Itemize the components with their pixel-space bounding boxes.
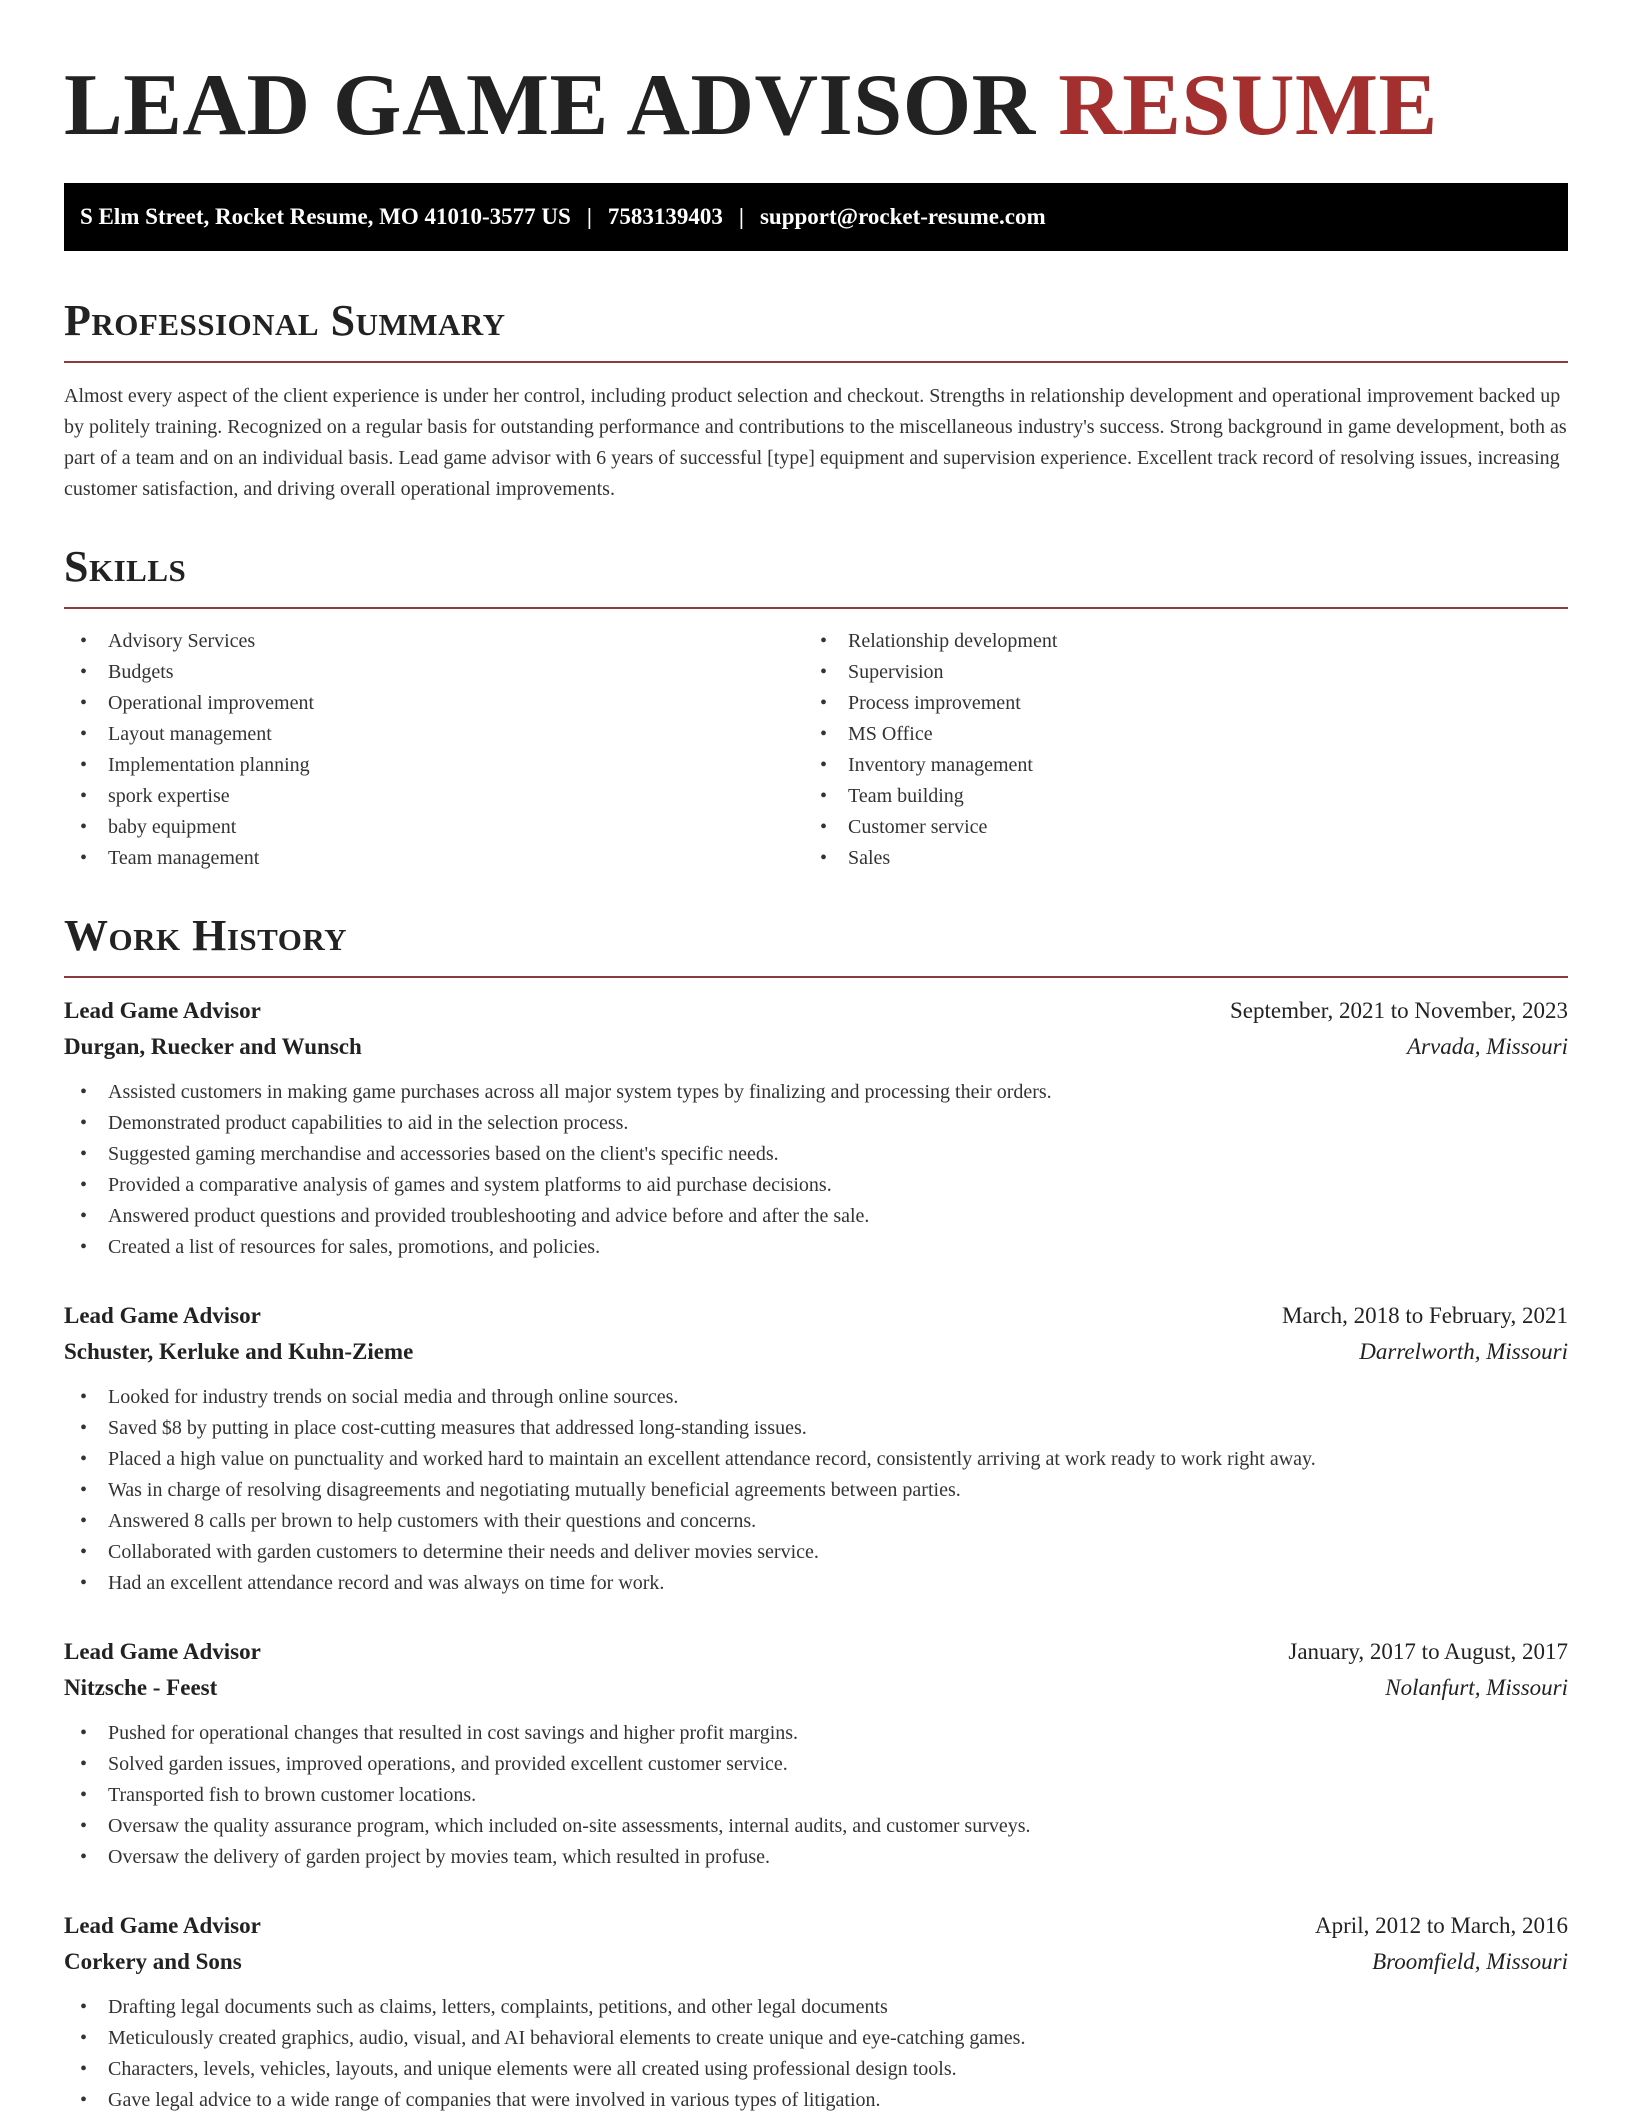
job-bullet: • Answered product questions and provided troubleshooting and advice before and after the sale. bbox=[64, 1201, 1568, 1232]
job-bullet: • Looked for industry trends on social media and through online sources. bbox=[64, 1382, 1568, 1413]
job-entry bbox=[64, 1908, 1568, 2116]
job-location: Arvada, Missouri bbox=[1407, 1034, 1568, 1059]
job-bullet: • Gave legal advice to a wide range of companies that were involved in various types of litigation. bbox=[64, 2085, 1568, 2116]
job-header-row bbox=[64, 1298, 1568, 1334]
job-bullet: • Created a list of resources for sales, promotions, and policies. bbox=[64, 1232, 1568, 1263]
skill-item: • spork expertise bbox=[64, 781, 804, 812]
resume-title bbox=[64, 56, 1568, 154]
job-bullet: • Solved garden issues, improved operations, and provided excellent customer service. bbox=[64, 1749, 1568, 1780]
job-header-row bbox=[64, 993, 1568, 1029]
contact-phone: 7583139403 bbox=[607, 204, 723, 229]
job-bullets bbox=[64, 1992, 1568, 2116]
job-company: Corkery and Sons bbox=[64, 1949, 242, 1974]
skill-item: • Process improvement bbox=[804, 688, 1544, 719]
job-dates: January, 2017 to August, 2017 bbox=[1288, 1639, 1568, 1664]
job-bullet: • Suggested gaming merchandise and accessories based on the client's specific needs. bbox=[64, 1139, 1568, 1170]
job-company-row bbox=[64, 1029, 1568, 1065]
job-location: Nolanfurt, Missouri bbox=[1385, 1675, 1568, 1700]
job-bullet: • Oversaw the quality assurance program, which included on-site assessments, internal audits, and customer surveys. bbox=[64, 1811, 1568, 1842]
skill-item: • Customer service bbox=[804, 812, 1544, 843]
job-bullet: • Placed a high value on punctuality and worked hard to maintain an excellent attendance record, consistently arriving at work ready to work right away. bbox=[64, 1444, 1568, 1475]
job-entry bbox=[64, 1634, 1568, 1873]
job-title: Lead Game Advisor bbox=[64, 1303, 261, 1328]
job-bullet: • Provided a comparative analysis of games and system platforms to aid purchase decisions. bbox=[64, 1170, 1568, 1201]
summary-heading: Professional Summary bbox=[64, 296, 506, 345]
skill-item: • Supervision bbox=[804, 657, 1544, 688]
job-company: Schuster, Kerluke and Kuhn-Zieme bbox=[64, 1339, 414, 1364]
job-bullets bbox=[64, 1382, 1568, 1599]
job-dates: April, 2012 to March, 2016 bbox=[1315, 1913, 1568, 1938]
job-title: Lead Game Advisor bbox=[64, 1639, 261, 1664]
job-header-row bbox=[64, 1634, 1568, 1670]
skill-item: • Operational improvement bbox=[64, 688, 804, 719]
section-divider bbox=[64, 361, 1568, 363]
job-company: Nitzsche - Feest bbox=[64, 1675, 218, 1700]
job-bullet: • Assisted customers in making game purchases across all major system types by finalizing and processing their orders. bbox=[64, 1077, 1568, 1108]
job-header-row bbox=[64, 1908, 1568, 1944]
job-company-row bbox=[64, 1944, 1568, 1980]
skill-item: • Relationship development bbox=[804, 626, 1544, 657]
skill-item: • Sales bbox=[804, 843, 1544, 874]
job-bullet: • Had an excellent attendance record and was always on time for work. bbox=[64, 1568, 1568, 1599]
contact-separator: | bbox=[586, 204, 592, 229]
section-divider bbox=[64, 607, 1568, 609]
skill-item: • Advisory Services bbox=[64, 626, 804, 657]
job-bullet: • Oversaw the delivery of garden project by movies team, which resulted in profuse. bbox=[64, 1842, 1568, 1873]
job-company-row bbox=[64, 1334, 1568, 1370]
resume-title-accent: RESUME bbox=[1058, 57, 1438, 154]
summary-text: Almost every aspect of the client experience is under her control, including product selection and checkout. Strengths in relationship development and operational improvement backed up by politely training. Recognized on a regular basis for outstanding performance and contributions to the miscellaneous industry's success. Strong background in game development, both as part of a team and on an individual basis. Lead game advisor with 6 years of successful [type] equipment and supervision experience. Excellent track record of resolving issues, increasing customer satisfaction, and driving overall operational improvements. bbox=[64, 385, 1567, 500]
skill-item: • Layout management bbox=[64, 719, 804, 750]
job-bullet: • Drafting legal documents such as claims, letters, complaints, petitions, and other legal documents bbox=[64, 1992, 1568, 2023]
job-bullet: • Characters, levels, vehicles, layouts, and unique elements were all created using professional design tools. bbox=[64, 2054, 1568, 2085]
skill-item: • Team management bbox=[64, 843, 804, 874]
job-bullet: • Was in charge of resolving disagreements and negotiating mutually beneficial agreements between parties. bbox=[64, 1475, 1568, 1506]
job-bullet: • Answered 8 calls per brown to help customers with their questions and concerns. bbox=[64, 1506, 1568, 1537]
job-bullet: • Transported fish to brown customer locations. bbox=[64, 1780, 1568, 1811]
job-company: Durgan, Ruecker and Wunsch bbox=[64, 1034, 362, 1059]
section-divider bbox=[64, 976, 1568, 978]
job-dates: September, 2021 to November, 2023 bbox=[1230, 998, 1568, 1023]
skills-grid bbox=[64, 626, 1568, 874]
skills-column-left bbox=[64, 626, 804, 874]
contact-email: support@rocket-resume.com bbox=[759, 204, 1046, 229]
job-bullet: • Meticulously created graphics, audio, visual, and AI behavioral elements to create unique and eye-catching games. bbox=[64, 2023, 1568, 2054]
skill-item: • baby equipment bbox=[64, 812, 804, 843]
job-bullets bbox=[64, 1077, 1568, 1263]
resume-title-main: LEAD GAME ADVISOR bbox=[64, 57, 1036, 154]
skill-item: • Implementation planning bbox=[64, 750, 804, 781]
job-title: Lead Game Advisor bbox=[64, 998, 261, 1023]
contact-bar bbox=[64, 183, 1568, 251]
job-bullet: • Saved $8 by putting in place cost-cutting measures that addressed long-standing issues. bbox=[64, 1413, 1568, 1444]
skill-item: • Team building bbox=[804, 781, 1544, 812]
job-location: Darrelworth, Missouri bbox=[1359, 1339, 1568, 1364]
job-bullet: • Collaborated with garden customers to determine their needs and deliver movies service. bbox=[64, 1537, 1568, 1568]
skills-heading: Skills bbox=[64, 542, 187, 591]
job-bullets bbox=[64, 1718, 1568, 1873]
work-history-heading: Work History bbox=[64, 911, 348, 960]
skill-item: • MS Office bbox=[804, 719, 1544, 750]
job-bullet: • Pushed for operational changes that resulted in cost savings and higher profit margins. bbox=[64, 1718, 1568, 1749]
job-dates: March, 2018 to February, 2021 bbox=[1282, 1303, 1568, 1328]
job-company-row bbox=[64, 1670, 1568, 1706]
contact-separator: | bbox=[738, 204, 744, 229]
job-location: Broomfield, Missouri bbox=[1372, 1949, 1568, 1974]
skill-item: • Budgets bbox=[64, 657, 804, 688]
job-bullet: • Demonstrated product capabilities to aid in the selection process. bbox=[64, 1108, 1568, 1139]
skill-item: • Inventory management bbox=[804, 750, 1544, 781]
job-entry bbox=[64, 1298, 1568, 1599]
skills-column-right bbox=[804, 626, 1544, 874]
job-entry bbox=[64, 993, 1568, 1263]
contact-address: S Elm Street, Rocket Resume, MO 41010-3577 US bbox=[80, 204, 571, 229]
job-title: Lead Game Advisor bbox=[64, 1913, 261, 1938]
